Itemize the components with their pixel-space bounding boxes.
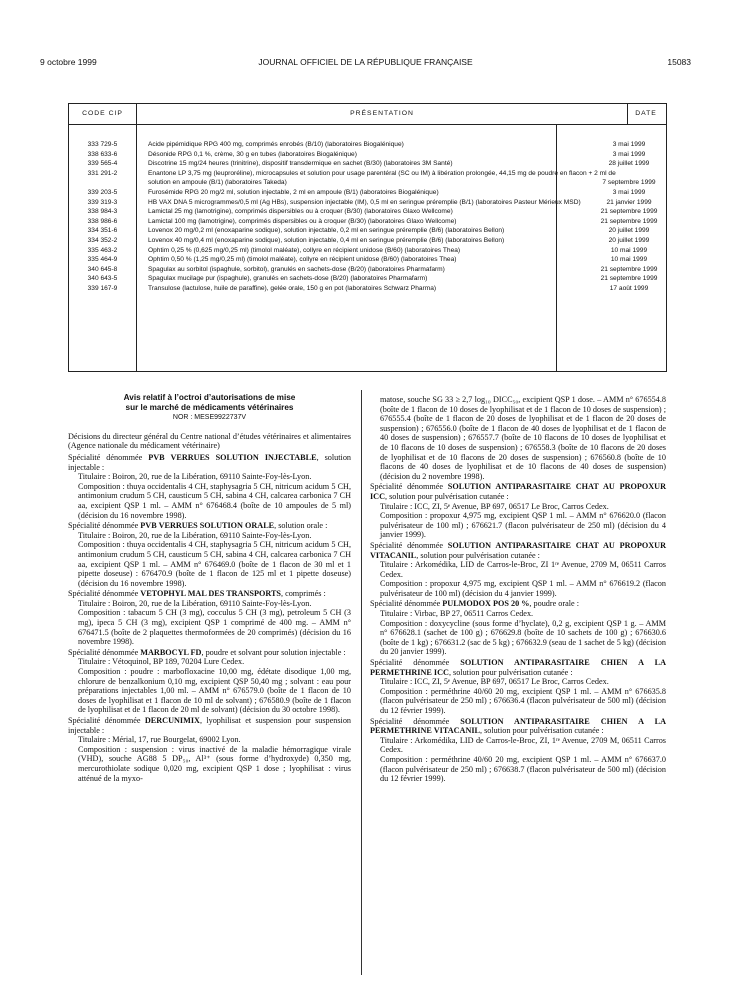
spec-composition: Composition : propoxur 4,975 mg, excipient QSP 1 ml. – AMM n° 676619.2 (flacon pulvérisateur de 100 ml) (décision du 4 janvier 1999). — [380, 579, 666, 598]
right-column — [370, 395, 666, 784]
table-row — [69, 159, 666, 169]
row-date: 21 septembre 1999 — [600, 265, 658, 273]
spec-name: SOLUTION ANTIPARASITAIRE CHAT AU PROPOXUR VITACANIL — [370, 540, 666, 560]
table-row — [69, 198, 666, 208]
specialite-entry — [68, 716, 351, 735]
row-presentation: Enantone LP 3,75 mg (leuproréline), microcapsules et solution pour usage parentéral (SC ou IM) à libération prolongée, 44,15 mg de poudre en flacon + 2 ml de solution en ampoule (B/1) (laboratoires Takeda) — [148, 169, 616, 187]
spec-name: PVB VERRUES SOLUTION ORALE — [140, 521, 275, 531]
row-date: 21 septembre 1999 — [600, 275, 658, 283]
spec-titulaire: Titulaire : Virbac, BP 27, 06511 Carros Cedex. — [380, 609, 534, 619]
composition-continued: matose, souche SG 33 ≥ 2,7 log₁₀ DICC₅₀, excipient QSP 1 dose. – AMM n° 676554.8 (boîte de 1 flacon de 10 doses de lyophilisat et de 1 flacon de 10 doses de suspension) ; 676555.4 (boîte de 1 flacon de 20 doses de lyophilisat et de 1 flacon de 20 doses de suspension) ; 676556.0 (boîte de 1 flacon de 40 doses de lyophilisat et de 1 flacon de 40 doses de suspension) ; 676557.7 (boîte de 10 flacons de 10 doses de lyophilisat et de 10 flacons de 10 doses de suspension) ; 676558.3 (boîte de 10 flacons de 20 doses de lyophilisat et de 10 flacons de 20 doses de suspension) ; 676560.8 (boîte de 10 flacons de 40 doses de lyophilisat et de 10 flacons de 40 doses de suspension) (décision du 2 novembre 1998). — [380, 395, 666, 481]
specialite-entry — [370, 541, 666, 560]
spec-name: PULMODOX POS 20 % — [442, 599, 530, 609]
row-cip-code: 338 986-6 — [87, 217, 118, 225]
spec-name: MARBOCYL FD — [140, 647, 202, 657]
spec-form: , solution pour pulvérisation cutanée : — [385, 491, 509, 501]
spec-name: DERCUNIMIX — [144, 716, 200, 725]
table-row — [69, 274, 666, 284]
spec-composition: Composition : suspension : virus inactivé de la maladie hémorragique virale (VHD), souche AG88 5 DP₅₀, Al³⁺ (sous forme d’hydroxyde) 0,350 mg, mercurothiolate sodique 0,020 mg, excipient QSP 1 dose ; lyophilisat : virus atténué de la myxo- — [78, 744, 351, 783]
spec-name: SOLUTION ANTIPARASITAIRE CHIEN A LA PERMETHRINE ICC — [370, 658, 667, 677]
spec-name: VETOPHYL MAL DES TRANSPORTS — [140, 589, 281, 599]
specialite-entry — [370, 482, 666, 501]
spec-titulaire: Titulaire : Boiron, 20, rue de la Libération, 69110 Sainte-Foy-lès-Lyon. — [78, 598, 312, 608]
specialite-entry — [68, 453, 351, 472]
row-cip-code: 333 729-5 — [87, 141, 118, 148]
row-cip-code: 335 464-9 — [87, 256, 118, 264]
spec-composition: Composition : thuya occidentalis 4 CH, staphysagria 5 CH, nitricum acidum 5 CH, antimonium crudum 5 CH, causticum 5 CH, sabina 4 CH, calcarea carbonica 7 CH aa, excipient QSP 1 ml. – AMM n° 676468.4 (boîte de 10 ampoules de 5 ml) (décision du 16 novembre 1998). — [78, 481, 351, 520]
row-presentation: Ophtim 0,25 % (0,625 mg/0,25 ml) (timolol maléate), collyre en récipient unidose (B/60) (laboratoires Thea) — [148, 246, 461, 254]
spec-titulaire: Titulaire : ICC, ZI, 5ᵉ Avenue, BP 697, 06517 Le Broc, Carros Cedex. — [380, 677, 609, 687]
intro-paragraph: Décisions du directeur général du Centre national d’études vétérinaires et alimentaires (Agence nationale du médicament vétérinaire) — [68, 431, 351, 451]
left-column — [68, 393, 351, 783]
table-row — [69, 188, 666, 198]
table-row — [69, 236, 666, 246]
spec-form: , solution orale : — [274, 521, 328, 531]
row-presentation: Lovenox 20 mg/0,2 ml (enoxaparine sodique), solution injectable, 0,2 ml en seringue préremplie (B/6) (laboratoires Bellon) — [148, 227, 505, 235]
spec-name: SOLUTION ANTIPARASITAIRE CHAT AU PROPOXUR ICC — [370, 482, 666, 501]
row-date: 10 mai 1999 — [610, 246, 648, 254]
header-date: 9 octobre 1999 — [40, 57, 97, 67]
spec-composition: Composition : thuya occidentalis 4 CH, staphysagria 5 CH, nitricum acidum 5 CH, antimonium crudum 5 CH, causticum 5 CH, sabina 4 CH, calcarea carbonica 7 CH aa, excipient QSP 1 ml. – AMM n° 676469.0 (boîte de 1 flacon de 30 ml et 1 pipette doseuse) : 676470.9 (boîte de 1 flacon de 125 ml et 1 pipette doseuse) (décision du 16 novembre 1998). — [78, 540, 351, 588]
table-body — [69, 140, 666, 294]
row-date: 17 août 1999 — [609, 284, 649, 292]
spec-lead: Spécialité dénommée — [370, 658, 450, 668]
row-date: 3 mai 1999 — [612, 141, 646, 148]
notice-title-line-2: sur le marché de médicaments vétérinaires — [125, 402, 294, 412]
row-cip-code: 331 291-2 — [87, 169, 118, 177]
row-date: 21 septembre 1999 — [600, 208, 658, 216]
spec-lead: Spécialité dénommée — [370, 716, 450, 726]
table-row — [69, 169, 666, 188]
row-presentation: Discotrine 15 mg/24 heures (trinitrine), dispositif transdermique en sachet (B/30) (laboratoires 3M Santé) — [148, 160, 453, 168]
row-presentation: Lamictal 100 mg (lamotrigine), comprimés dispersibles ou à croquer (B/30) (laboratoires Glaxo Wellcome) — [148, 217, 457, 225]
registration-table — [68, 103, 667, 372]
row-presentation: HB VAX DNA 5 microgrammes/0,5 ml (Ag HBs), suspension injectable (IM), 0,5 ml en seringue préremplie (B/1) (laboratoires Pasteur Mérieux MSD) — [148, 198, 581, 206]
row-presentation: Spagulax au sorbitol (ispaghule, sorbitol), granulés en sachets-dose (B/20) (laboratoires Pharmafarm) — [148, 265, 445, 273]
row-presentation: Furosémide RPG 20 mg/2 ml, solution injectable, 2 ml en ampoule (B/1) (laboratoires Biogalénique) — [148, 188, 439, 196]
row-date: 20 juillet 1999 — [608, 227, 650, 235]
table-row — [69, 226, 666, 236]
nor-reference: NOR : MESE9922737V — [172, 414, 247, 422]
row-cip-code: 334 352-2 — [87, 236, 118, 244]
row-cip-code: 340 643-5 — [87, 275, 118, 283]
spec-form: , solution pour pulvérisation cutanée : — [448, 667, 573, 677]
row-date: 3 mai 1999 — [612, 188, 646, 196]
spec-titulaire: Titulaire : Mérial, 17, rue Bourgelat, 69002 Lyon. — [78, 735, 241, 745]
spec-form: , poudre et solvant pour solution injectable : — [201, 647, 346, 657]
spec-form: , solution injectable : — [68, 452, 352, 472]
row-presentation: Transulose (lactulose, huile de paraffine), gelée orale, 150 g en pot (laboratoires Schwarz Pharma) — [148, 284, 437, 292]
row-cip-code: 339 565-4 — [87, 160, 118, 168]
spec-composition: Composition : tabacum 5 CH (3 mg), cocculus 5 CH (3 mg), petroleum 5 CH (3 mg), ipeca 5 CH (3 mg), excipient QSP 1 comprimé de 400 mg. – AMM n° 676471.5 (boîte de 2 plaquettes thermoformées de 20 comprimés) (décision du 16 novembre 1998). — [78, 608, 351, 647]
row-date: 21 septembre 1999 — [600, 217, 658, 225]
spec-form: , lyophilisat et suspension pour suspension injectable : — [68, 716, 352, 735]
row-cip-code: 340 645-8 — [87, 265, 118, 273]
table-header-presentation: PRÉSENTATION — [136, 104, 628, 125]
spec-lead: Spécialité dénommée — [68, 452, 143, 462]
notice-title-line-1: Avis relatif à l’octroi d’autorisations de mise — [123, 393, 296, 402]
spec-name: PVB VERRUES SOLUTION INJECTABLE — [148, 452, 317, 462]
row-date: 20 juillet 1999 — [608, 236, 650, 244]
specialite-entry — [370, 658, 666, 677]
spec-name: SOLUTION ANTIPARASITAIRE CHIEN A LA PERMETHRINE VITACANIL — [370, 716, 667, 736]
spec-lead: Spécialité dénommée — [68, 716, 141, 725]
row-presentation: Désonide RPG 0,1 %, crème, 30 g en tubes (laboratoires Biogalénique) — [148, 150, 357, 158]
spec-titulaire: Titulaire : Boiron, 20, rue de la Libération, 69110 Sainte-Foy-lès-Lyon. — [78, 530, 312, 540]
specialite-entry — [68, 589, 351, 599]
row-cip-code: 338 633-6 — [87, 150, 118, 158]
page-header — [40, 57, 691, 69]
spec-form: , solution pour pulvérisation cutanée : — [416, 550, 540, 560]
row-date: 7 septembre 1999 — [602, 179, 656, 187]
header-journal-title: JOURNAL OFFICIEL DE LA RÉPUBLIQUE FRANÇAISE — [258, 57, 473, 67]
row-presentation: Spagulax mucilage pur (ispaghule), granulés en sachets-dose (B/20) (laboratoires Pharmafarm) — [148, 275, 428, 283]
specialite-entry — [370, 599, 666, 609]
specialite-entry — [68, 648, 351, 658]
column-divider — [361, 390, 362, 975]
row-cip-code: 338 984-3 — [87, 208, 118, 216]
row-presentation: Lovenox 40 mg/0,4 ml (enoxaparine sodique), solution injectable, 0,4 ml en seringue préremplie (B/6) (laboratoires Bellon) — [148, 236, 505, 244]
table-row — [69, 140, 666, 150]
spec-titulaire: Titulaire : Boiron, 20, rue de la Libération, 69110 Sainte-Foy-lès-Lyon. — [78, 472, 312, 482]
row-presentation: Ophtim 0,50 % (1,25 mg/0,25 ml) (timolol maléate), collyre en récipient unidose (B/60) (laboratoires Thea) — [148, 256, 457, 264]
spec-lead: Spécialité dénommée — [370, 540, 443, 550]
spec-form: , poudre orale : — [529, 599, 579, 609]
row-date: 3 mai 1999 — [612, 150, 646, 158]
row-presentation: Lamictal 25 mg (lamotrigine), comprimés dispersibles ou à croquer (B/30) (laboratoires Glaxo Wellcome) — [148, 208, 453, 216]
table-row — [69, 150, 666, 160]
spec-lead: Spécialité dénommée — [68, 589, 139, 599]
spec-composition: Composition : perméthrine 40/60 20 mg, excipient QSP 1 ml. – AMM n° 676637.0 (flacon pulvérisateur de 250 ml) ; 676638.7 (flacon pulvérisateur de 500 ml) (décision du 12 février 1999). — [380, 754, 666, 784]
row-cip-code: 339 167-9 — [87, 284, 118, 292]
row-date: 21 janvier 1999 — [606, 198, 652, 206]
spec-composition: Composition : propoxur 4,975 mg, excipient QSP 1 ml. – AMM n° 676620.0 (flacon pulvérisateur de 100 ml) ; 676621.7 (flacon pulvérisateur de 250 ml) (décision du 4 janvier 1999). — [380, 511, 666, 540]
table-row — [69, 255, 666, 265]
spec-lead: Spécialité dénommée — [68, 647, 139, 657]
table-row — [69, 265, 666, 275]
spec-composition: Composition : poudre : marbofloxacine 10,00 mg, édétate disodique 1,00 mg, chlorure de benzalkonium 0,10 mg, excipient QSP 50,40 mg ; solvant : eau pour préparations injectables 1,00 ml. – AMM n° 676579.0 (boîte de 1 flacon de 10 doses de lyophilisat et 1 flacon de 10 ml de solvant) ; 676580.9 (boîte de 1 flacon de lyophilisat et de 1 flacon de 20 ml de solvant) (décision du 30 octobre 1998). — [78, 667, 351, 715]
table-header-date: DATE — [626, 104, 666, 125]
row-date: 28 juillet 1999 — [608, 160, 650, 168]
row-presentation: Acide pipémidique RPG 400 mg, comprimés enrobés (B/10) (laboratoires Biogalénique) — [148, 141, 404, 148]
table-row — [69, 217, 666, 227]
row-cip-code: 335 463-2 — [87, 246, 118, 254]
row-cip-code: 334 351-6 — [87, 227, 118, 235]
spec-lead: Spécialité dénommée — [68, 521, 139, 531]
row-date: 10 mai 1999 — [610, 256, 648, 264]
table-row — [69, 207, 666, 217]
spec-form: , comprimés : — [280, 589, 326, 599]
row-cip-code: 339 319-3 — [87, 198, 118, 206]
spec-titulaire: Titulaire : Vétoquinol, BP 189, 70204 Lure Cedex. — [78, 657, 245, 667]
spec-titulaire: Titulaire : Arkomédika, LID de Carros-le-Broc, ZI, 1ʳᵉ Avenue, 2709 M, 06511 Carros Cedex. — [380, 735, 666, 755]
table-row — [69, 284, 666, 294]
specialite-entry — [370, 717, 666, 736]
spec-titulaire: Titulaire : ICC, ZI, 5ᵉ Avenue, BP 697, 06517 Le Broc, Carros Cedex. — [380, 501, 609, 511]
spec-titulaire: Titulaire : Arkomédika, LID de Carros-le-Broc, ZI 1ʳᵉ Avenue, 2709 M, 06511 Carros Cedex. — [380, 560, 666, 579]
spec-form: , solution pour pulvérisation cutanée : — [480, 726, 604, 736]
spec-lead: Spécialité dénommée — [370, 599, 441, 609]
header-page-number: 15083 — [667, 57, 691, 67]
spec-composition: Composition : perméthrine 40/60 20 mg, excipient QSP 1 ml. – AMM n° 676635.8 (flacon pulvérisateur de 250 ml) ; 676636.4 (flacon pulvérisateur de 500 ml) (décision du 12 février 1999). — [380, 686, 666, 715]
row-cip-code: 339 203-5 — [87, 188, 118, 196]
table-row — [69, 246, 666, 256]
spec-lead: Spécialité dénommée — [370, 482, 443, 492]
table-header-cip: CODE CIP — [69, 104, 136, 125]
spec-composition: Composition : doxycycline (sous forme d’hyclate), 0,2 g, excipient QSP 1 g. – AMM n° 676628.1 (sachet de 100 g) ; 676629.8 (boîte de 10 sachets de 100 g) ; 676630.6 (boîte de 1 kg) ; 676631.2 (sac de 5 kg) ; 676632.9 (seau de 1 sachet de 5 kg) (décision du 20 janvier 1999). — [380, 618, 666, 657]
specialite-entry — [68, 521, 351, 531]
